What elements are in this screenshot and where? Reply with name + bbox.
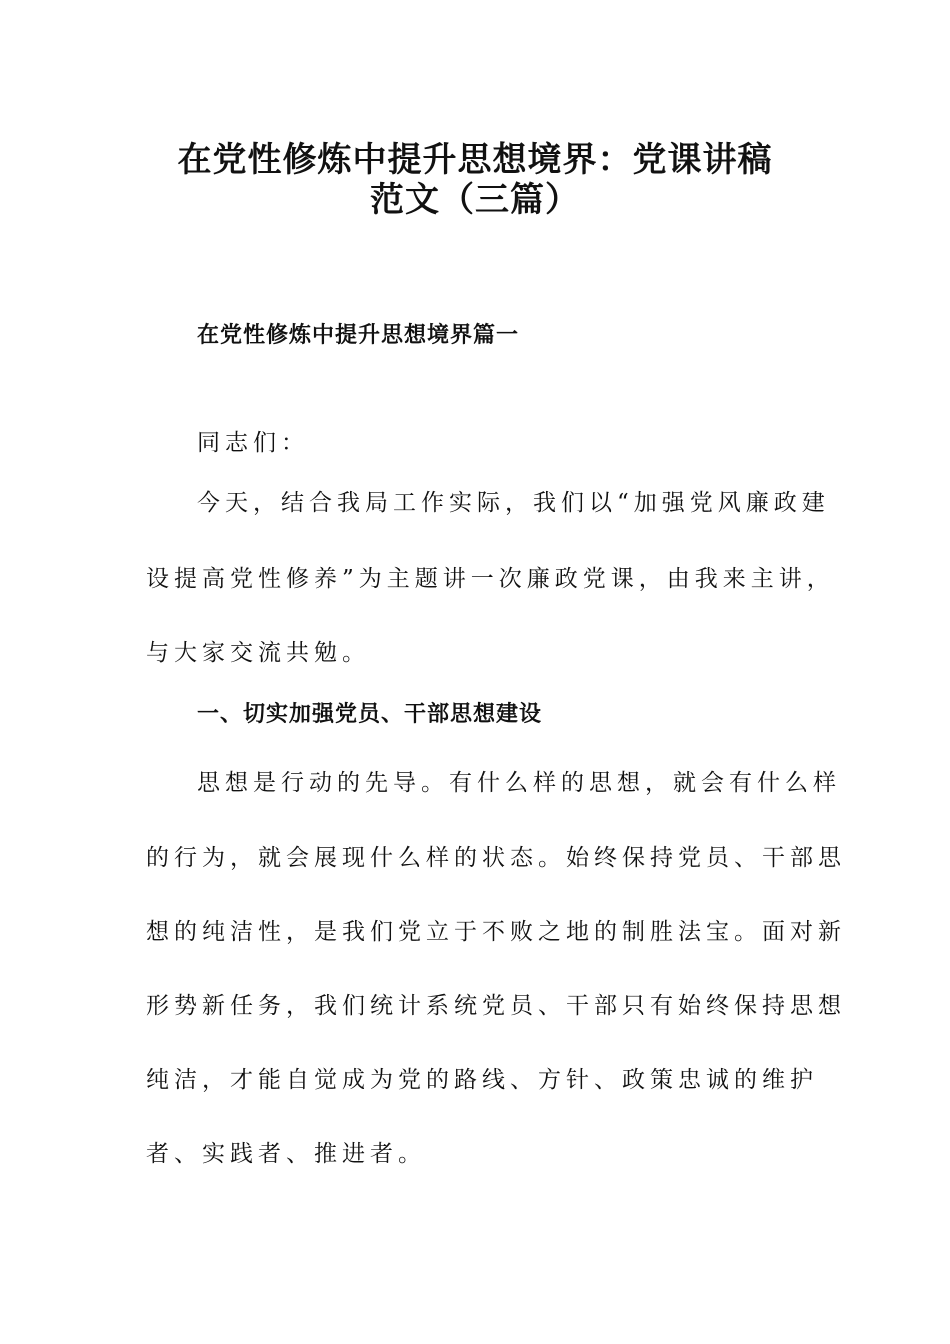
para1-line-3: 想的纯洁性，是我们党立于不败之地的制胜法宝。面对新: [146, 919, 846, 945]
para1-line-6: 者、实践者、推进者。: [146, 1141, 426, 1167]
para1-line-5: 纯洁，才能自觉成为党的路线、方针、政策忠诚的维护: [146, 1067, 818, 1093]
para1-line-4: 形势新任务，我们统计系统党员、干部只有始终保持思想: [146, 993, 846, 1019]
intro-line-1: 今天，结合我局工作实际，我们以“加强党风廉政建: [197, 490, 830, 516]
para1-line-2: 的行为，就会展现什么样的状态。始终保持党员、干部思: [146, 845, 846, 871]
section-title: 在党性修炼中提升思想境界篇一: [197, 323, 520, 348]
para1-line-1: 思想是行动的先导。有什么样的思想，就会有什么样: [197, 770, 841, 796]
document-title-line-1: 在党性修炼中提升思想境界：党课讲稿: [177, 140, 773, 180]
greeting: 同志们：: [197, 430, 309, 456]
document-title-line-2: 范文（三篇）: [370, 180, 580, 220]
heading-1: 一、切实加强党员、干部思想建设: [197, 702, 543, 727]
intro-line-2: 设提高党性修养”为主题讲一次廉政党课，由我来主讲，: [146, 566, 835, 592]
intro-line-3: 与大家交流共勉。: [146, 640, 370, 666]
